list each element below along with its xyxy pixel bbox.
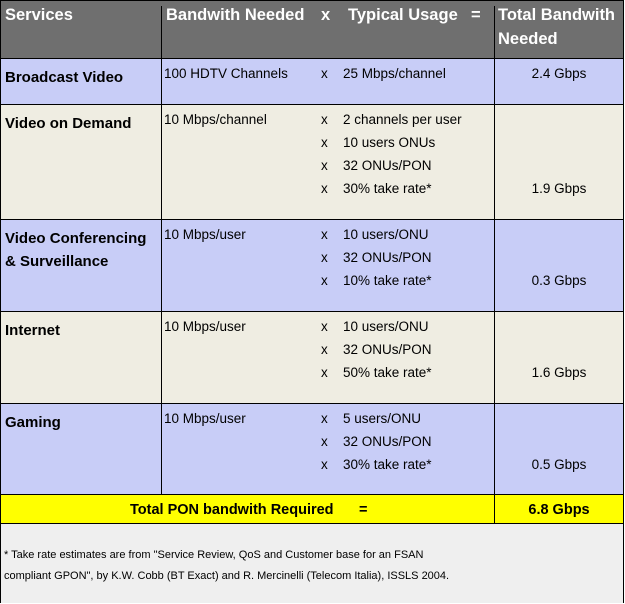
table-row <box>1 403 623 494</box>
multiply-sign: x <box>321 319 328 334</box>
header-services: Services <box>5 6 73 24</box>
table-header <box>1 1 623 58</box>
total-value: 1.6 Gbps <box>531 365 587 380</box>
multiply-sign: x <box>321 434 328 449</box>
usage-item: 2 channels per user <box>343 112 462 127</box>
multiply-sign: x <box>321 342 328 357</box>
total-label: Total PON bandwith Required <box>130 502 334 518</box>
multiply-sign: x <box>321 273 328 288</box>
multiply-sign: x <box>321 158 328 173</box>
usage-item: 10 users/ONU <box>343 227 429 242</box>
multiply-sign: x <box>321 112 328 127</box>
bandwidth-value: 100 HDTV Channels <box>164 66 288 81</box>
footnote <box>1 524 623 603</box>
bandwidth-value: 10 Mbps/user <box>164 319 246 334</box>
service-name: Broadcast Video <box>5 69 124 86</box>
multiply-sign: x <box>321 227 328 242</box>
multiply-sign: x <box>321 135 328 150</box>
usage-item: 10 users/ONU <box>343 319 429 334</box>
header-typical-usage: Typical Usage <box>348 6 458 24</box>
table-row <box>1 219 623 311</box>
total-value: 1.9 Gbps <box>531 181 587 196</box>
total-equals: = <box>359 502 368 518</box>
table-row <box>1 311 623 403</box>
bandwidth-value: 10 Mbps/channel <box>164 112 267 127</box>
service-name: Video on Demand <box>5 115 132 132</box>
table-row <box>1 104 623 219</box>
multiply-sign: x <box>321 66 328 81</box>
usage-item: 50% take rate* <box>343 365 432 380</box>
bandwidth-value: 10 Mbps/user <box>164 227 246 242</box>
usage-item: 10 users ONUs <box>343 135 436 150</box>
total-value: 0.3 Gbps <box>531 273 587 288</box>
footnote-line2: compliant GPON", by K.W. Cobb (BT Exact) and R. Mercinelli (Telecom Italia), ISSLS 2004. <box>4 570 450 582</box>
multiply-sign: x <box>321 250 328 265</box>
total-value: 0.5 Gbps <box>531 457 587 472</box>
usage-item: 10% take rate* <box>343 273 432 288</box>
header-times: x <box>321 6 331 24</box>
multiply-sign: x <box>321 365 328 380</box>
usage-item: 32 ONUs/PON <box>343 342 432 357</box>
table-row <box>1 58 623 104</box>
header-equals: = <box>471 6 481 24</box>
total-row <box>1 494 623 524</box>
total-pon-value: 6.8 Gbps <box>528 502 590 518</box>
usage-item: 32 ONUs/PON <box>343 158 432 173</box>
service-name-line2: & Surveillance <box>5 253 109 270</box>
header-total-line2: Needed <box>498 30 558 48</box>
multiply-sign: x <box>321 457 328 472</box>
header-bandwidth-needed: Bandwith Needed <box>166 6 305 24</box>
service-name: Internet <box>5 322 61 339</box>
usage-item: 32 ONUs/PON <box>343 250 432 265</box>
usage-item: 32 ONUs/PON <box>343 434 432 449</box>
service-name: Gaming <box>5 414 61 431</box>
footnote-line1: * Take rate estimates are from "Service Review, QoS and Customer base for an FSAN <box>4 549 424 561</box>
usage-item: 25 Mbps/channel <box>343 66 446 81</box>
usage-item: 30% take rate* <box>343 457 432 472</box>
bandwidth-value: 10 Mbps/user <box>164 411 246 426</box>
total-value: 2.4 Gbps <box>531 66 587 81</box>
header-total-line1: Total Bandwith <box>498 6 616 24</box>
service-name: Video Conferencing <box>5 230 147 247</box>
usage-item: 5 users/ONU <box>343 411 422 426</box>
usage-item: 30% take rate* <box>343 181 432 196</box>
multiply-sign: x <box>321 411 328 426</box>
multiply-sign: x <box>321 181 328 196</box>
